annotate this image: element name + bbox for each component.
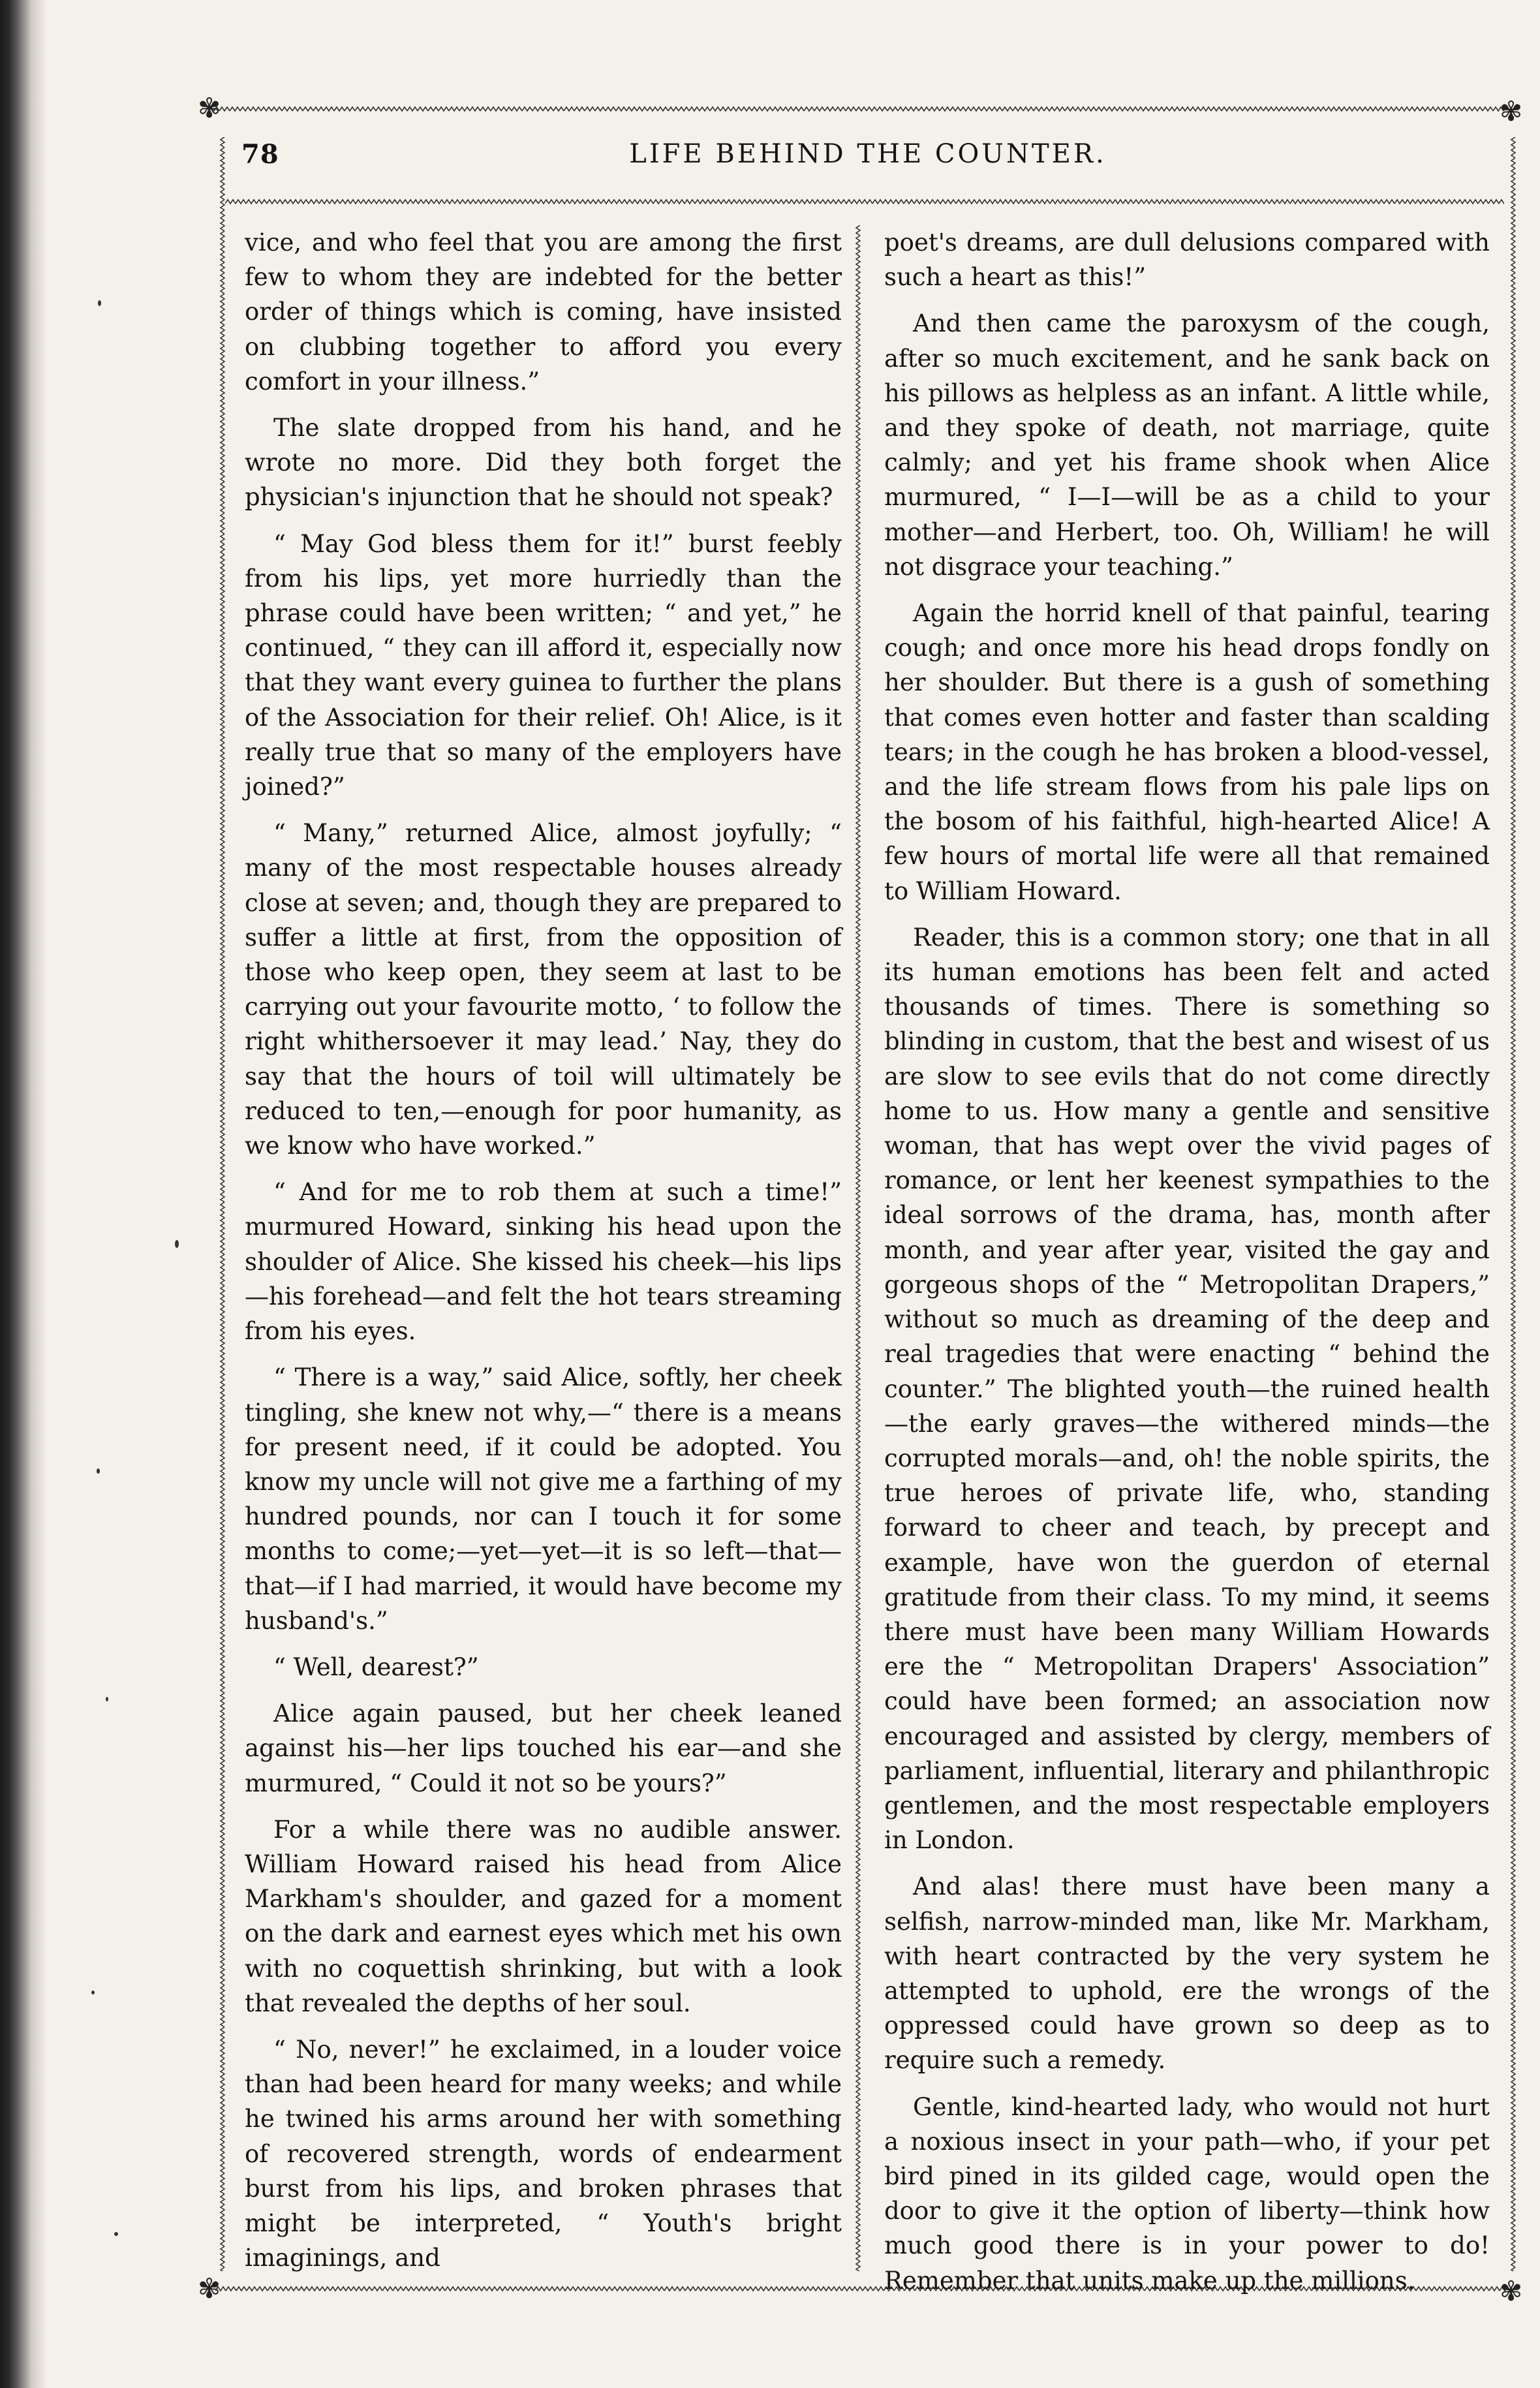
- scan-speck: [98, 300, 101, 306]
- scan-speck: [97, 1468, 100, 1474]
- paragraph: And alas! there must have been many a selfish, narrow-minded man, like Mr. Markham, with heart contracted by the very system he attempted to uphold, ere the wrongs of the oppressed could have grown so deep as to require such a remedy.: [884, 1872, 1490, 2075]
- flower-ornament-icon: ✾: [1500, 95, 1523, 127]
- flower-ornament-icon: ✾: [1500, 2275, 1523, 2307]
- paragraph: “ No, never!” he exclaimed, in a louder voice than had been heard for many weeks; and while he twined his arms around her with something of recovered strength, words of endearment burst from his lips, and broken phrases that might be interpreted, “ Youth's bright imaginings, and: [245, 2035, 842, 2272]
- paragraph: “ Many,” returned Alice, almost joyfully; “ many of the most respectable houses already close at seven; and, though they are prepared to suffer a little at first, from the opposition of those who keep open, they seem at last to be carrying out your favourite motto, ‘ to follow the right whithersoever it may lead.’ Nay, they do say that the hours of toil will ultimately be reduced to ten,—enough for poor humanity, as we know who have worked.”: [245, 819, 842, 1160]
- paragraph: And then came the paroxysm of the cough, after so much excitement, and he sank back on his pillows as helpless as an infant. A little while, and they spoke of death, not marriage, quite calmly; and yet his frame shook when Alice murmured, “ I—I—will be as a child to your mother—and Herbert, too. Oh, William! he will not disgrace your teaching.”: [884, 309, 1490, 581]
- page-number: 78: [241, 139, 279, 170]
- paragraph: vice, and who feel that you are among the first few to whom they are indebted for the better order of things which is coming, have insisted on clubbing together to afford you every comfort in your illness.”: [245, 228, 842, 395]
- header-ornamental-rule: [225, 197, 1504, 206]
- running-header: [241, 134, 1494, 186]
- paragraph: For a while there was no audible answer. William Howard raised his head from Alice Markham's shoulder, and gazed for a moment on the dark and earnest eyes which met his own with no coquettish shrinking, but with a look that revealed the depths of her soul.: [245, 1815, 842, 2017]
- scan-speck: [114, 2232, 118, 2236]
- left-text-column: [245, 225, 842, 2275]
- scan-speck: [175, 1240, 179, 1248]
- paragraph: Again the horrid knell of that painful, tearing cough; and once more his head drops fondly on her shoulder. But there is a gush of something that comes even hotter and faster than scalding tears; in the cough he has broken a blood-vessel, and the life stream flows from his pale lips on the bosom of his faithful, high-hearted Alice! A few hours of mortal life were all that remained to William Howard.: [884, 599, 1490, 905]
- paragraph: “ And for me to rob them at such a time!” murmured Howard, sinking his head upon the shoulder of Alice. She kissed his cheek—his lips—his forehead—and felt the hot tears streaming from his eyes.: [245, 1178, 842, 1346]
- scan-speck: [106, 1697, 108, 1701]
- paragraph: “ Well, dearest?”: [273, 1652, 479, 1681]
- paragraph: Alice again paused, but her cheek leaned against his—her lips touched his ear—and she murmured, “ Could it not so be yours?”: [245, 1699, 842, 1797]
- scan-speck: [91, 1991, 95, 1994]
- flower-ornament-icon: ✾: [198, 2272, 221, 2304]
- top-ornamental-rule: [209, 104, 1507, 114]
- left-ornamental-rule: [218, 137, 227, 2271]
- paragraph: “ There is a way,” said Alice, softly, her cheek tingling, she knew not why,—“ there is a means for present need, if it could be adopted. You know my uncle will not give me a farthing of my hundred pounds, nor can I touch it for some months to come;—yet—yet—it is so left—that—that—if I had married, it would have become my husband's.”: [245, 1363, 842, 1635]
- paragraph: poet's dreams, are dull delusions compared with such a heart as this!”: [884, 228, 1490, 292]
- paragraph: “ May God bless them for it!” burst feebly from his lips, yet more hurriedly than the phrase could have been written; “ and yet,” he continued, “ they can ill afford it, especially now that they want every guinea to further the plans of the Association for their relief. Oh! Alice, is it really true that so many of the employers have joined?”: [245, 529, 842, 801]
- right-ornamental-rule: [1509, 137, 1518, 2271]
- paragraph: Gentle, kind-hearted lady, who would not hurt a noxious insect in your path—who, if your pet bird pined in its gilded cage, would open the door to give it the option of liberty—think how much good there is in your power to do! Remember that units make up the millions.: [884, 2092, 1490, 2295]
- column-divider-rule: [854, 225, 863, 2271]
- paragraph: The slate dropped from his hand, and he wrote no more. Did they both forget the physician's injunction that he should not speak?: [245, 414, 842, 512]
- right-text-column: [884, 225, 1490, 2298]
- binding-edge: [0, 0, 47, 2388]
- flower-ornament-icon: ✾: [198, 92, 221, 124]
- running-title: LIFE BEHIND THE COUNTER.: [629, 139, 1107, 169]
- paragraph: Reader, this is a common story; one that in all its human emotions has been felt and acted thousands of times. There is something so blinding in custom, that the best and wisest of us are slow to see evils that do not come directly home to us. How many a gentle and sensitive woman, that has wept over the vivid pages of romance, or lent her keenest sympathies to the ideal sorrows of the drama, has, month after month, and year after year, visited the gay and gorgeous shops of the “ Metropolitan Drapers,” without so much as dreaming of the deep and real tragedies that were enacting “ behind the counter.” The blighted youth—the ruined health—the early graves—the withered minds—the corrupted morals—and, oh! the noble spirits, the true heroes of private life, who, standing forward to cheer and teach, by precept and example, have won the guerdon of eternal gratitude from their class. To my mind, it seems there must have been many William Howards ere the “ Metropolitan Drapers' Association” could have been formed; an association now encouraged and assisted by clergy, members of parliament, influential, literary and philanthropic gentlemen, and the most respectable employers in London.: [884, 923, 1490, 1855]
